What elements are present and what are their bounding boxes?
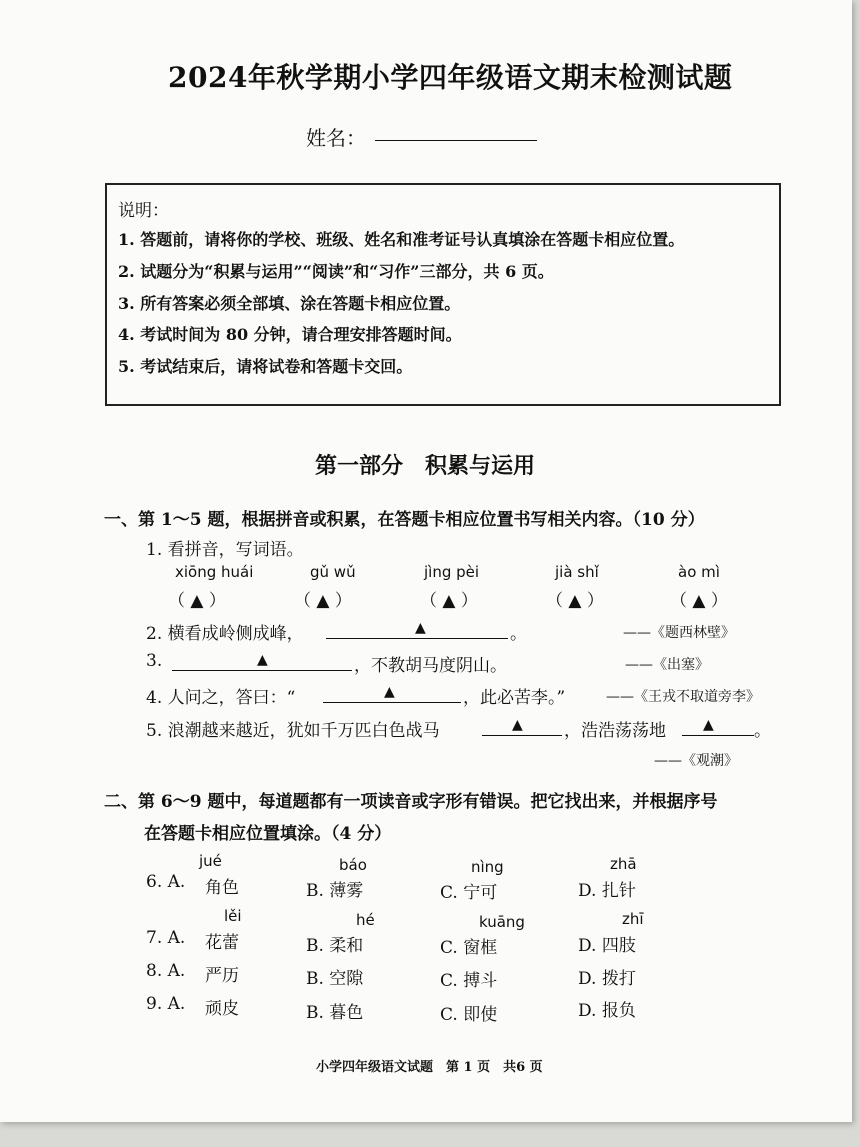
page-footer: 小学四年级语文试题 第 1 页 共6 页 [316, 1060, 543, 1075]
option-c: C. 窗框 [440, 938, 498, 958]
option-a: 花蕾 [205, 933, 239, 953]
part-title: 第一部分 积累与运用 [315, 453, 536, 479]
instruction-item: 1. 答题前，请将你的学校、班级、姓名和准考证号认真填涂在答题卡相应位置。 [118, 230, 685, 249]
question-5-text: 5. 浪潮越来越近，犹如千万匹白色战马 [146, 721, 440, 741]
option-d: D. 拨打 [578, 969, 636, 989]
source-title: ——《题西林壁》 [623, 625, 735, 641]
section2-heading: 二、第 6～9 题中，每道题都有一项读音或字形有错误。把它找出来，并根据序号 [104, 792, 718, 812]
pinyin-1: xiōng huái [175, 563, 254, 581]
option-d: D. 报负 [578, 1001, 636, 1021]
pinyin-hint: nìng [471, 858, 504, 876]
option-row-8-num: 8. A. [146, 961, 186, 981]
pinyin-2: gǔ wǔ [310, 563, 356, 581]
option-b: B. 暮色 [306, 1003, 364, 1023]
instructions-heading: 说明： [118, 201, 169, 221]
question-2-text: 2. 横看成岭侧成峰， [146, 624, 304, 644]
question-4-end: ，此必苦李。” [463, 688, 566, 708]
answer-blank [323, 702, 461, 703]
option-a: 顽皮 [205, 999, 239, 1019]
pinyin-3: jìng pèi [424, 563, 480, 581]
pinyin-hint: hé [356, 911, 375, 929]
answer-blank [172, 670, 352, 671]
answer-marker: ▲ [415, 620, 426, 636]
source-title: ——《观潮》 [654, 753, 738, 769]
option-b: B. 薄雾 [306, 881, 364, 901]
option-b: B. 柔和 [306, 936, 364, 956]
source-title: ——《出塞》 [625, 657, 709, 673]
option-c: C. 宁可 [440, 883, 498, 903]
answer-blank [482, 735, 562, 736]
option-a: 严历 [205, 966, 239, 986]
answer-blank [682, 735, 754, 736]
answer-bracket: （ ▲ ） [546, 591, 604, 611]
instruction-item: 4. 考试时间为 80 分钟，请合理安排答题时间。 [118, 325, 462, 344]
instruction-item: 5. 考试结束后，请将试卷和答题卡交回。 [118, 357, 413, 376]
answer-bracket: （ ▲ ） [670, 591, 728, 611]
name-blank [375, 140, 537, 141]
option-row-9-num: 9. A. [146, 994, 186, 1014]
pinyin-hint: zhā [610, 855, 637, 873]
answer-bracket: （ ▲ ） [294, 591, 352, 611]
pinyin-hint: lěi [224, 907, 242, 925]
option-row-7-num: 7. A. [146, 928, 186, 948]
section1-heading: 一、第 1～5 题，根据拼音或积累，在答题卡相应位置书写相关内容。（10 分） [104, 510, 705, 530]
option-d: D. 扎针 [578, 881, 636, 901]
section2-heading-cont: 在答题卡相应位置填涂。（4 分） [144, 824, 392, 844]
answer-marker: ▲ [703, 717, 714, 733]
question-1-label: 1. 看拼音，写词语。 [146, 540, 304, 560]
option-row-6-num: 6. A. [146, 872, 186, 892]
answer-marker: ▲ [512, 717, 523, 733]
exam-title: 2024年秋学期小学四年级语文期末检测试题 [168, 61, 733, 94]
pinyin-5: ào mì [678, 563, 720, 581]
answer-marker: ▲ [384, 684, 395, 700]
source-title: ——《王戎不取道旁李》 [606, 689, 760, 705]
pinyin-hint: zhī [622, 910, 644, 928]
pinyin-4: jià shǐ [555, 563, 599, 581]
pinyin-hint: jué [199, 852, 222, 870]
answer-marker: ▲ [257, 652, 268, 668]
answer-blank [326, 638, 508, 639]
question-3-num: 3. [146, 651, 163, 671]
option-a: 角色 [205, 878, 239, 898]
question-3-text: ，不教胡马度阴山。 [354, 656, 507, 676]
question-5-mid: ，浩浩荡荡地 [564, 721, 666, 741]
option-c: C. 搏斗 [440, 971, 498, 991]
question-5-end: 。 [754, 721, 771, 741]
answer-bracket: （ ▲ ） [420, 591, 478, 611]
question-2-end: 。 [510, 624, 527, 644]
pinyin-hint: kuāng [479, 913, 525, 931]
pinyin-hint: báo [339, 856, 367, 874]
question-4-text: 4. 人问之，答曰：“ [146, 688, 296, 708]
answer-bracket: （ ▲ ） [168, 591, 226, 611]
option-c: C. 即使 [440, 1005, 498, 1025]
option-b: B. 空隙 [306, 969, 364, 989]
option-d: D. 四肢 [578, 936, 636, 956]
instruction-item: 2. 试题分为“积累与运用”“阅读”和“习作”三部分，共 6 页。 [118, 262, 554, 281]
instruction-item: 3. 所有答案必须全部填、涂在答题卡相应位置。 [118, 294, 461, 313]
name-label: 姓名： [306, 126, 366, 150]
